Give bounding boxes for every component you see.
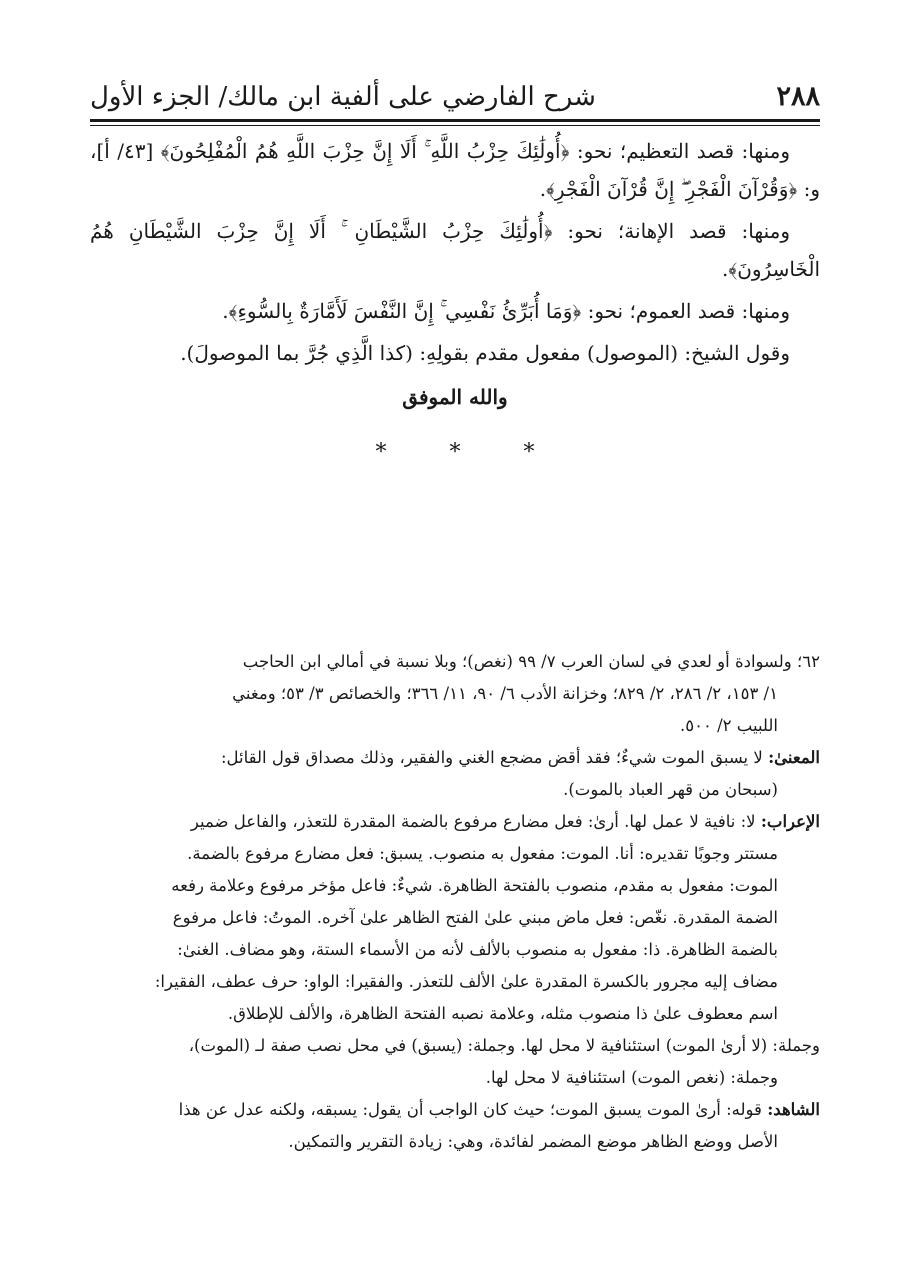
closing-phrase: والله الموفق [402,385,508,409]
footnote-line: ٦٢؛ ولسوادة أو لعدي في لسان العرب ٧/ ٩٩ (نغص)؛ وبلا نسبة في أمالي ابن الحاجب [242,652,820,671]
paragraph-humiliation: ومنها: قصد الإهانة؛ نحو: ﴿أُولَٰئِكَ حِزْبُ الشَّيْطَانِ ۚ أَلَا إِنَّ حِزْبَ الشَّيْطَانِ هُمُ الْخَاسِرُونَ﴾. [90,219,820,281]
footnote-irab [90,806,820,838]
main-text [90,132,820,465]
footnote-line: اسم معطوف علىٰ ذا منصوب مثله، وعلامة نصبه الفتحة الظاهرة، والألف للإطلاق. [227,1004,778,1023]
meaning-label: المعنىٰ: [768,748,820,767]
shahid-label: الشاهد: [767,1100,820,1119]
footnote-area [90,646,820,1158]
footnote-shahid [90,1094,820,1126]
book-title: شرح الفارضي على ألفية ابن مالك/ الجزء الأول [90,82,596,112]
footnote-line: مستتر وجوبًا تقديره: أنا. الموت: مفعول به منصوب. يسبق: فعل مضارع مرفوع بالضمة. [187,844,778,863]
paragraph-glorification: ومنها: قصد التعظيم؛ نحو: ﴿أُولَٰئِكَ حِزْبُ اللَّهِ ۚ أَلَا إِنَّ حِزْبَ اللَّهِ هُمُ الْمُفْلِحُونَ﴾ [٤٣/ أ]، و: ﴿وَقُرْآنَ الْفَجْرِ ۖ إِنَّ قُرْآنَ الْفَجْرِ﴾. [90,139,820,201]
footnote-line: (سبحان من قهر العباد بالموت). [563,780,778,799]
header-rule-thick [90,119,820,122]
page-number: ٢٨٨ [776,81,820,112]
footnote-jumla: وجملة: (لا أرىٰ الموت) استئنافية لا محل لها. وجملة: (يسبق) في محل نصب صفة لـ (الموت)، [188,1036,820,1055]
footnote-line: الضمة المقدرة. نغّص: فعل ماض مبني علىٰ الفتح الظاهر علىٰ آخره. الموتُ: فاعل مرفوع [172,908,778,927]
irab-text: لا: نافية لا عمل لها. أرىٰ: فعل مضارع مرفوع بالضمة المقدرة للتعذر، والفاعل ضمير [190,812,756,831]
footnote-line: الأصل ووضع الظاهر موضع المضمر لفائدة، وهي: زيادة التقرير والتمكين. [288,1132,778,1151]
header-rule-thin [90,125,820,126]
footnote-line: مضاف إليه مجرور بالكسرة المقدرة علىٰ الألف للتعذر. والفقيرا: الواو: حرف عطف، الفقيرا: [154,972,778,991]
footnote-line: بالضمة الظاهرة. ذا: مفعول به منصوب بالألف لأنه من الأسماء الستة، وهو مضاف. الغنىٰ: [177,940,778,959]
section-divider-stars: * * * [375,440,563,465]
running-head [90,72,820,116]
footnote-line: الموت: مفعول به مقدم، منصوب بالفتحة الظاهرة. شيءٌ: فاعل مؤخر مرفوع وعلامة رفعه [171,876,778,895]
meaning-text: لا يسبق الموت شيءٌ؛ فقد أقض مضجع الغني والفقير، وذلك مصداق قول القائل: [221,748,763,767]
footnote-line: ١/ ١٥٣، ٢/ ٢٨٦، ٢/ ٨٢٩؛ وخزانة الأدب ٦/ ٩٠، ١١/ ٣٦٦؛ والخصائص ٣/ ٥٣؛ ومغني [232,684,778,703]
paragraph-sheikh-quote: وقول الشيخ: (الموصول) مفعول مقدم بقولِهِ: (كذا الَّذِي جُرَّ بما الموصولَ). [180,341,790,365]
book-page [90,0,820,1271]
irab-label: الإعراب: [760,812,820,831]
shahid-text: قوله: أرىٰ الموت يسبق الموت؛ حيث كان الواجب أن يقول: يسبقه، ولكنه عدل عن هذا [178,1100,762,1119]
footnote-line: وجملة: (نغص الموت) استئنافية لا محل لها. [485,1068,778,1087]
paragraph-generality: ومنها: قصد العموم؛ نحو: ﴿وَمَا أُبَرِّئُ نَفْسِي ۚ إِنَّ النَّفْسَ لَأَمَّارَةٌ بِالسُّوءِ﴾. [222,299,790,323]
footnote-meaning [90,742,820,774]
footnote-line: اللبيب ٢/ ٥٠٠. [679,716,778,735]
